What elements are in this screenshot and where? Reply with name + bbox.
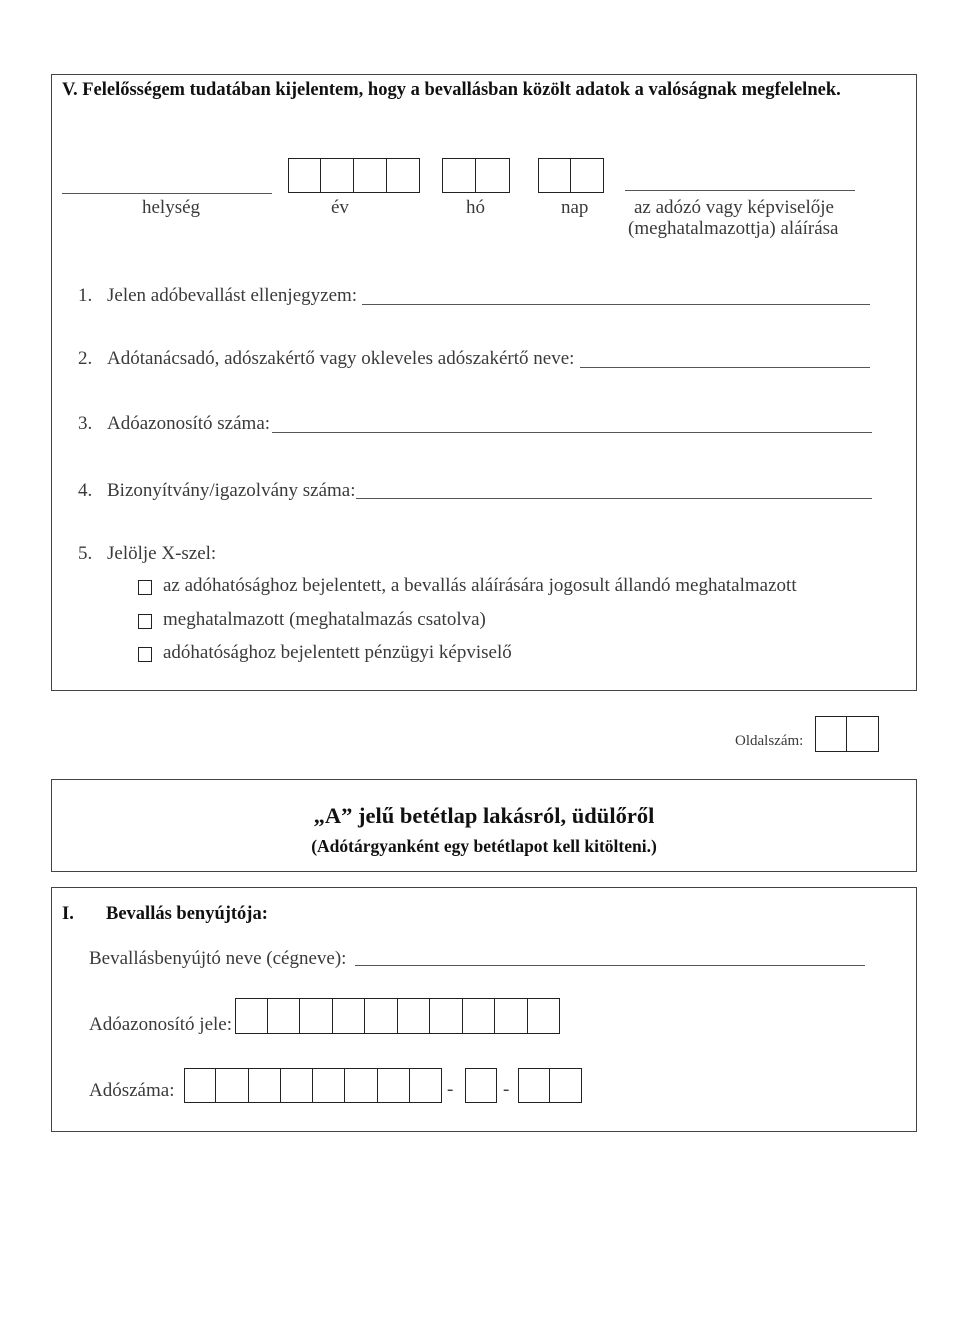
tax-number-separator-2: - [503, 1079, 510, 1100]
tax-id-digit-cell[interactable] [365, 998, 398, 1034]
tax-number-digit-cell[interactable] [378, 1068, 410, 1103]
checkbox-permanent-authorized-label: az adóhatósághoz bejelentett, a bevallás aláírására jogosult állandó meghatalmazott [163, 575, 797, 596]
submitter-name-line[interactable] [355, 965, 865, 966]
checkbox-financial-representative[interactable] [138, 647, 152, 662]
item-2-label: Adótanácsadó, adószakértő vagy okleveles adószakértő neve: [107, 348, 575, 369]
tax-id-digit-cell[interactable] [495, 998, 528, 1034]
section-i-heading: Bevallás benyújtója: [106, 904, 268, 924]
year-input[interactable] [288, 158, 420, 193]
year-digit-cell[interactable] [387, 158, 420, 193]
checkbox-financial-representative-label: adóhatósághoz bejelentett pénzügyi képviselő [163, 642, 512, 663]
page-number-label: Oldalszám: [735, 733, 804, 749]
tax-number-separator-1: - [447, 1079, 454, 1100]
tax-id-digit-cell[interactable] [528, 998, 561, 1034]
tax-number-main-input[interactable] [184, 1068, 442, 1103]
tax-number-digit-cell[interactable] [410, 1068, 442, 1103]
month-label: hó [466, 197, 485, 218]
tax-number-digit-cell[interactable] [313, 1068, 345, 1103]
sheet-title: „A” jelű betétlap lakásról, üdülőről [313, 803, 655, 828]
certificate-number-line[interactable] [356, 498, 872, 499]
tax-number-digit-cell[interactable] [184, 1068, 216, 1103]
item-3-number: 3. [78, 413, 93, 434]
checkbox-authorized-representative[interactable] [138, 614, 152, 629]
item-4-label: Bizonyítvány/igazolvány száma: [107, 480, 356, 501]
tax-number-digit-cell[interactable] [465, 1068, 497, 1103]
item-1-number: 1. [78, 285, 93, 306]
checkbox-permanent-authorized[interactable] [138, 580, 152, 595]
tax-number-digit-cell[interactable] [216, 1068, 248, 1103]
tax-id-digit-cell[interactable] [463, 998, 496, 1034]
tax-number-digit-cell[interactable] [345, 1068, 377, 1103]
place-label: helység [142, 197, 201, 218]
signature-label-2: (meghatalmazottja) aláírása [628, 218, 839, 239]
year-digit-cell[interactable] [354, 158, 387, 193]
place-line[interactable] [62, 193, 272, 194]
advisor-tax-id-line[interactable] [272, 432, 872, 433]
checkbox-authorized-representative-label: meghatalmazott (meghatalmazás csatolva) [163, 609, 486, 630]
tax-number-county-code-input[interactable] [518, 1068, 582, 1103]
item-2-number: 2. [78, 348, 93, 369]
tax-number-digit-cell[interactable] [249, 1068, 281, 1103]
tax-number-label: Adószáma: [89, 1080, 175, 1101]
tax-id-digit-cell[interactable] [333, 998, 366, 1034]
tax-id-digit-cell[interactable] [235, 998, 268, 1034]
section-i-roman: I. [62, 904, 74, 924]
tax-number-vat-code-input[interactable] [465, 1068, 497, 1103]
countersign-line[interactable] [362, 304, 870, 305]
month-input[interactable] [442, 158, 510, 193]
day-input[interactable] [538, 158, 604, 193]
page-number-digit-cell[interactable] [815, 716, 847, 752]
tax-id-digit-cell[interactable] [268, 998, 301, 1034]
tax-id-digit-cell[interactable] [430, 998, 463, 1034]
day-digit-cell[interactable] [538, 158, 571, 193]
day-label: nap [561, 197, 589, 218]
tax-number-digit-cell[interactable] [550, 1068, 582, 1103]
item-3-label: Adóazonosító száma: [107, 413, 271, 434]
section-v-heading: V. Felelősségem tudatában kijelentem, hogy a bevallásban közölt adatok a valóságnak megfelelnek. [62, 80, 841, 100]
tax-id-input[interactable] [235, 998, 560, 1034]
tax-id-label: Adóazonosító jele: [89, 1014, 232, 1035]
signature-label-1: az adózó vagy képviselője [634, 197, 834, 218]
advisor-name-line[interactable] [580, 367, 870, 368]
year-digit-cell[interactable] [288, 158, 321, 193]
month-digit-cell[interactable] [476, 158, 510, 193]
year-digit-cell[interactable] [321, 158, 354, 193]
tax-id-digit-cell[interactable] [300, 998, 333, 1034]
submitter-name-label: Bevallásbenyújtó neve (cégneve): [89, 948, 347, 969]
item-4-number: 4. [78, 480, 93, 501]
day-digit-cell[interactable] [571, 158, 604, 193]
signature-line[interactable] [625, 190, 855, 191]
item-1-label: Jelen adóbevallást ellenjegyzem: [107, 285, 358, 306]
sheet-subtitle: (Adótárgyanként egy betétlapot kell kitölteni.) [311, 836, 657, 856]
tax-id-digit-cell[interactable] [398, 998, 431, 1034]
year-label: év [331, 197, 349, 218]
tax-number-digit-cell[interactable] [281, 1068, 313, 1103]
item-5-number: 5. [78, 543, 93, 564]
page-number-digit-cell[interactable] [847, 716, 879, 752]
page-number-input[interactable] [815, 716, 879, 752]
item-5-label: Jelölje X-szel: [107, 543, 217, 564]
month-digit-cell[interactable] [442, 158, 476, 193]
tax-number-digit-cell[interactable] [518, 1068, 550, 1103]
